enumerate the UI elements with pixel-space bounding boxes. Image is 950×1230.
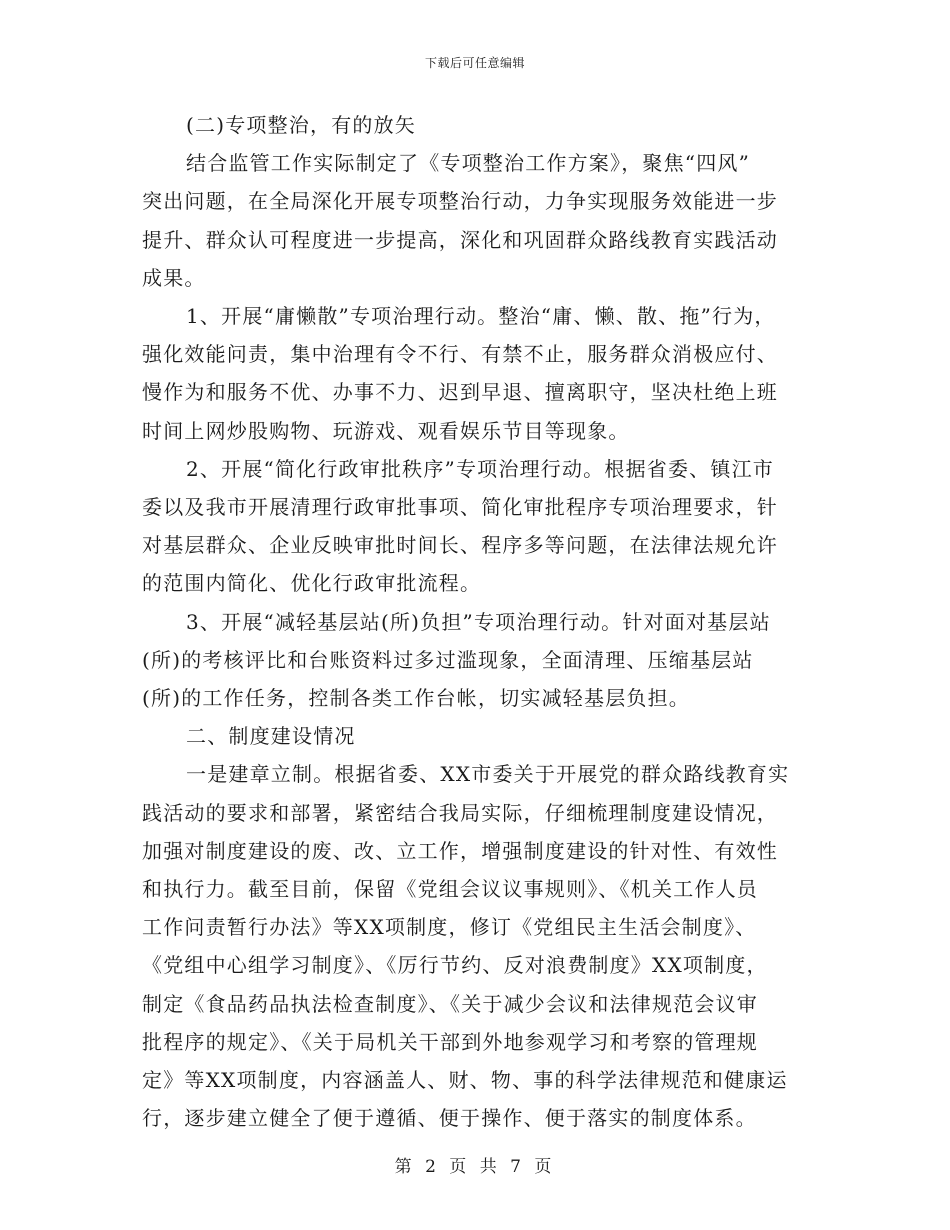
paragraph-line: 2、开展“简化行政审批秩序”专项治理行动。根据省委、镇江市 bbox=[186, 456, 774, 481]
paragraph-line: 《党组中心组学习制度》、《厉行节约、反对浪费制度》XX项制度， bbox=[142, 953, 768, 978]
page-header: 下载后可任意编辑 bbox=[424, 56, 525, 70]
paragraph-line: 委以及我市开展清理行政审批事项、简化审批程序专项治理要求，针 bbox=[142, 495, 778, 520]
paragraph-line: 批程序的规定》、《关于局机关干部到外地参观学习和考察的管理规 bbox=[142, 1029, 758, 1054]
paragraph-line: (所)的考核评比和台账资料过多过滥现象，全面清理、压缩基层站 bbox=[142, 647, 754, 672]
paragraph-line: 3、开展“减轻基层站(所)负担”专项治理行动。针对面对基层站 bbox=[186, 609, 771, 634]
paragraph-line: 一是建章立制。根据省委、XX市委关于开展党的群众路线教育实 bbox=[186, 762, 790, 787]
paragraph-line: 加强对制度建设的废、改、立工作，增强制度建设的针对性、有效性 bbox=[142, 838, 778, 863]
paragraph-line: 1、开展“庸懒散”专项治理行动。整治“庸、懒、散、拖”行为， bbox=[186, 304, 776, 329]
paragraph-line: 成果。 bbox=[142, 265, 206, 290]
paragraph-line: 制定《食品药品执法检查制度》、《关于减少会议和法律规范会议审 bbox=[142, 991, 758, 1016]
section-heading: (二)专项整治，有的放矢 bbox=[186, 113, 417, 137]
page-number: 第 2 页 共 7 页 bbox=[394, 1157, 556, 1177]
paragraph-line: 工作问责暂行办法》等XX项制度，修订《党组民主生活会制度》、 bbox=[142, 915, 757, 940]
paragraph-line: 结合监管工作实际制定了《专项整治工作方案》，聚焦“四风” bbox=[186, 151, 751, 176]
paragraph-line: 的范围内简化、优化行政审批流程。 bbox=[142, 571, 482, 596]
paragraph-line: 和执行力。截至目前，保留《党组会议议事规则》、《机关工作人员 bbox=[142, 877, 758, 902]
paragraph-line: 时间上网炒股购物、玩游戏、观看娱乐节目等现象。 bbox=[142, 418, 630, 443]
section-heading: 二、制度建设情况 bbox=[186, 724, 356, 749]
paragraph-line: 突出问题，在全局深化开展专项整治行动，力争实现服务效能进一步 bbox=[142, 189, 778, 214]
paragraph-line: (所)的工作任务，控制各类工作台帐，切实减轻基层负担。 bbox=[142, 686, 691, 711]
paragraph-line: 提升、群众认可程度进一步提高，深化和巩固群众路线教育实践活动 bbox=[142, 227, 778, 252]
paragraph-line: 践活动的要求和部署，紧密结合我局实际，仔细梳理制度建设情况， bbox=[142, 800, 778, 825]
paragraph-line: 强化效能问责，集中治理有令不行、有禁不止，服务群众消极应付、 bbox=[142, 342, 778, 367]
document-body bbox=[142, 106, 832, 1137]
paragraph-line: 行，逐步建立健全了便于遵循、便于操作、便于落实的制度体系。 bbox=[142, 1106, 757, 1131]
paragraph-line: 对基层群众、企业反映审批时间长、程序多等问题，在法律法规允许 bbox=[142, 533, 778, 558]
paragraph-line: 慢作为和服务不优、办事不力、迟到早退、擅离职守，坚决杜绝上班 bbox=[142, 380, 778, 405]
paragraph-line: 定》等XX项制度，内容涵盖人、财、物、事的科学法律规范和健康运 bbox=[142, 1068, 788, 1093]
